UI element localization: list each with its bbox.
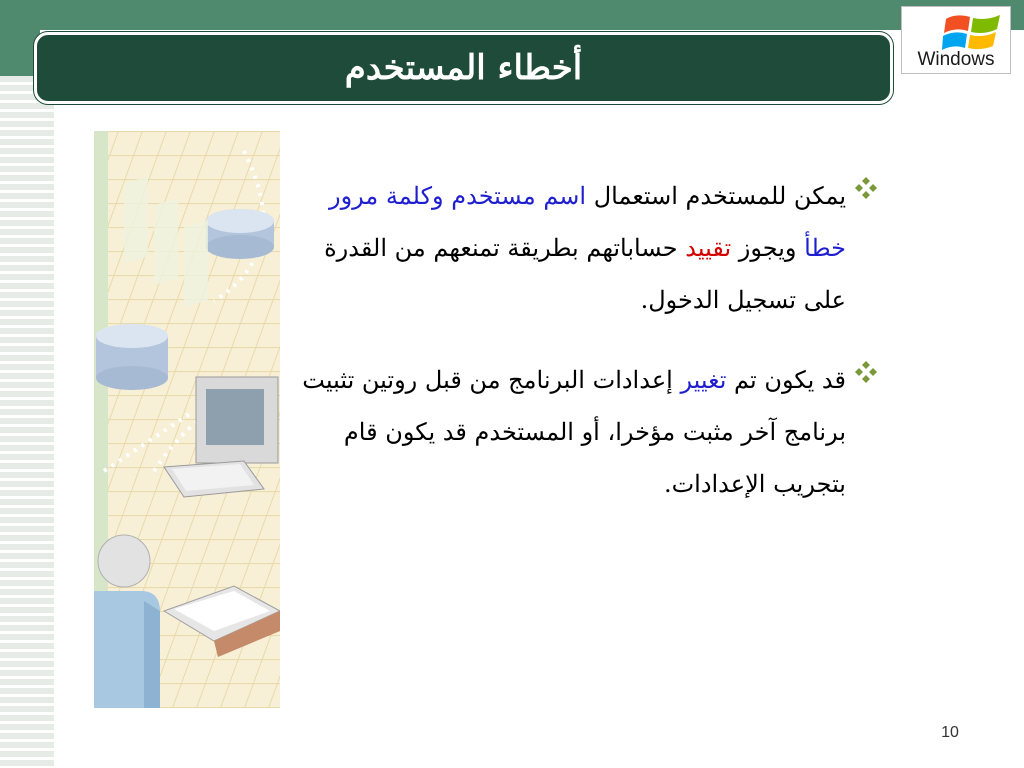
bullet-1-username: اسم مستخدم bbox=[451, 182, 587, 210]
bullet-paragraph-1 bbox=[300, 170, 880, 326]
slide-title: أخطاء المستخدم bbox=[344, 48, 583, 88]
title-bar bbox=[34, 32, 893, 104]
bullet-2-change: تغيير bbox=[680, 366, 727, 394]
bullet-2-text-a: قد يكون تم bbox=[726, 366, 846, 394]
bullet-1-text-b: ويجوز bbox=[731, 234, 805, 262]
bullet-2-text-b: إعدادات البرنامج من قبل روتين تثبيت برنامج آخر مثبت مؤخرا، أو المستخدم قد يكون قام بتجريب الإعدادات. bbox=[302, 366, 846, 498]
page-number: 10 bbox=[941, 724, 959, 741]
windows-logo bbox=[901, 6, 1011, 74]
clipart-illustration bbox=[94, 131, 280, 708]
bullet-1-text-c: حساباتهم بطريقة تمنعهم من القدرة على تسجيل الدخول. bbox=[324, 234, 846, 314]
top-band bbox=[0, 0, 1024, 30]
windows-wordmark: Windows bbox=[917, 49, 995, 70]
bullet-1-restrict: تقييد bbox=[685, 234, 732, 262]
bullet-1-text-a: يمكن للمستخدم استعمال bbox=[586, 182, 846, 210]
windows-flag-icon bbox=[942, 11, 1004, 51]
diamond-bullet-icon bbox=[854, 176, 878, 200]
bullet-1-wrong-password: وكلمة مرور خطأ bbox=[328, 182, 846, 262]
bullet-paragraph-2 bbox=[300, 354, 880, 510]
diamond-bullet-icon bbox=[854, 360, 878, 384]
left-stripes bbox=[0, 76, 54, 768]
slide-content bbox=[300, 170, 880, 538]
